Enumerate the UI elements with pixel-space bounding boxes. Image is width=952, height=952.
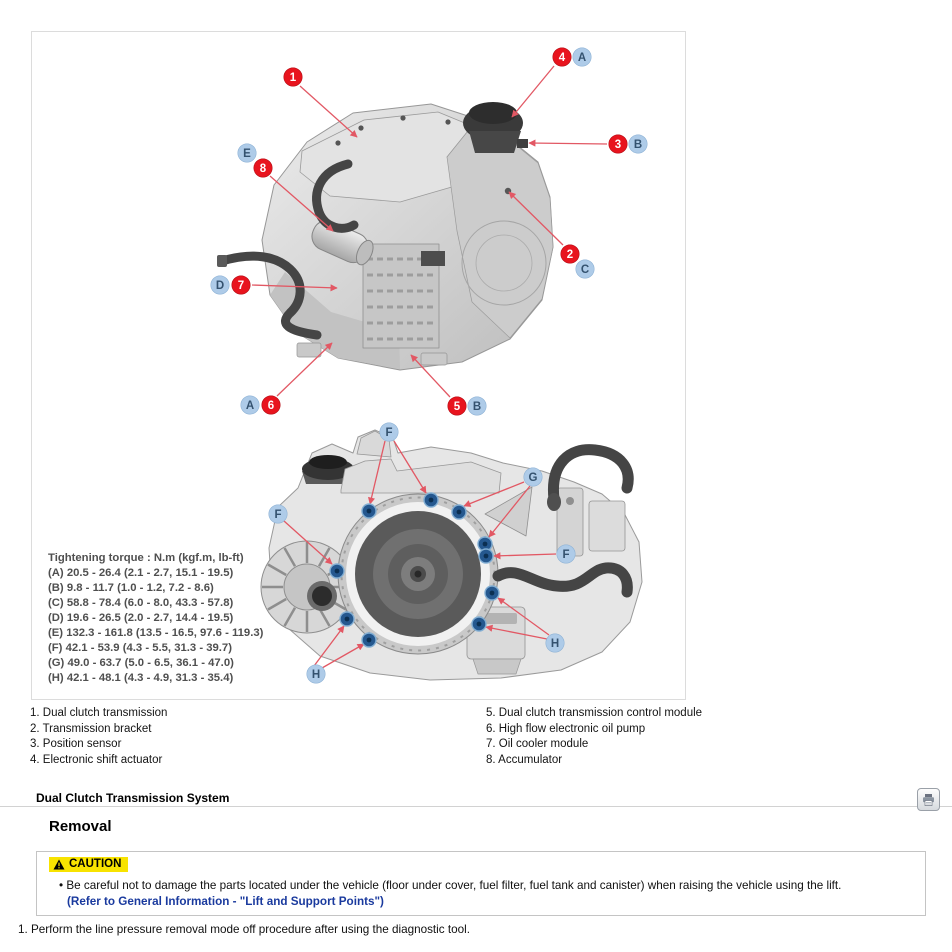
callout-arrow (314, 626, 344, 666)
svg-text:1: 1 (289, 72, 297, 85)
torque-line: (D) 19.6 - 26.5 (2.0 - 2.7, 14.4 - 19.5) (48, 611, 234, 624)
bolt-marker (479, 549, 493, 563)
svg-text:4: 4 (558, 52, 566, 65)
callout-F (380, 423, 398, 441)
breadcrumb: Dual Clutch Transmission System (36, 791, 230, 805)
bolt-marker (330, 564, 344, 578)
bolt-marker (362, 504, 376, 518)
callout-1 (284, 68, 302, 86)
legend-item: 5. Dual clutch transmission control module (486, 707, 703, 719)
section-title: Removal (49, 818, 112, 835)
legend-item: 1. Dual clutch transmission (30, 707, 168, 719)
callout-arrow (284, 521, 332, 564)
torque-title: Tightening torque : N.m (kgf.m, lb-ft) (48, 552, 244, 564)
callout-6 (262, 396, 280, 414)
bolt-marker (472, 617, 486, 631)
callout-D (211, 276, 229, 294)
torque-note (48, 551, 263, 686)
svg-text:F: F (562, 549, 570, 562)
callout-B (468, 397, 486, 415)
callout-arrow (394, 441, 426, 493)
svg-text:H: H (550, 638, 560, 651)
print-button[interactable] (917, 788, 940, 811)
bolt-marker (452, 505, 466, 519)
bolt-marker (362, 633, 376, 647)
callout-A (241, 396, 259, 414)
callout-arrow (370, 441, 385, 504)
svg-text:D: D (215, 280, 225, 293)
bolt-marker (340, 612, 354, 626)
svg-text:B: B (472, 401, 482, 414)
caution-label-text: CAUTION (69, 858, 122, 870)
torque-line: (G) 49.0 - 63.7 (5.0 - 6.5, 36.1 - 47.0) (48, 656, 234, 669)
torque-line: (H) 42.1 - 48.1 (4.3 - 4.9, 31.3 - 35.4) (48, 671, 234, 684)
parts-legend-left (30, 706, 167, 769)
torque-line: (F) 42.1 - 53.9 (4.3 - 5.5, 31.3 - 39.7) (48, 641, 232, 654)
svg-text:H: H (311, 669, 321, 682)
legend-item: 2. Transmission bracket (30, 722, 152, 735)
svg-text:A: A (245, 400, 255, 413)
callout-arrow (486, 627, 547, 639)
svg-text:F: F (385, 427, 393, 440)
callout-4 (553, 48, 571, 66)
svg-text:3: 3 (614, 139, 622, 152)
torque-line: (B) 9.8 - 11.7 (1.0 - 1.2, 7.2 - 8.6) (48, 581, 214, 594)
callout-E (238, 144, 256, 162)
svg-text:2: 2 (566, 249, 574, 262)
svg-text:7: 7 (237, 280, 245, 293)
printer-icon (922, 794, 935, 806)
svg-text:G: G (528, 472, 538, 485)
callout-arrow (300, 86, 357, 137)
bolt-marker (424, 493, 438, 507)
svg-text:6: 6 (267, 400, 275, 413)
callout-F (269, 505, 287, 523)
callout-H (307, 665, 325, 683)
caution-label (49, 857, 128, 872)
callout-2 (561, 245, 579, 263)
callout-F (557, 545, 575, 563)
callout-A (573, 48, 591, 66)
caution-text: • Be careful not to damage the parts located under the vehicle (floor under cover, fuel filter, fuel tank and canister) when raising the vehicle using the lift. (59, 879, 841, 892)
callout-arrow (464, 482, 524, 506)
procedure-step: 1. Perform the line pressure removal mode off procedure after using the diagnostic tool. (18, 923, 470, 936)
callout-3 (609, 135, 627, 153)
callout-arrow (529, 143, 607, 144)
svg-text:E: E (243, 148, 251, 161)
callout-7 (232, 276, 250, 294)
warning-triangle-icon (53, 859, 65, 870)
callout-arrow (509, 192, 563, 245)
svg-text:8: 8 (259, 163, 267, 176)
torque-line: (E) 132.3 - 161.8 (13.5 - 16.5, 97.6 - 119.3) (48, 626, 264, 639)
callout-arrow (411, 355, 450, 397)
callout-G (524, 468, 542, 486)
torque-line: (A) 20.5 - 26.4 (2.1 - 2.7, 15.1 - 19.5) (48, 566, 234, 579)
caution-box (36, 851, 926, 916)
callout-5 (448, 397, 466, 415)
callout-arrow (277, 343, 332, 396)
callout-arrow (498, 598, 549, 635)
callout-arrow (494, 554, 556, 556)
svg-text:A: A (577, 52, 587, 65)
legend-item: 6. High flow electronic oil pump (486, 722, 646, 735)
callout-arrow (252, 285, 337, 288)
legend-item: 3. Position sensor (30, 738, 122, 751)
parts-legend-right (486, 706, 702, 769)
bolt-marker (485, 586, 499, 600)
callout-H (546, 634, 564, 652)
svg-text:F: F (274, 509, 282, 522)
legend-item: 4. Electronic shift actuator (30, 754, 163, 767)
callout-arrow (270, 176, 333, 231)
legend-item: 8. Accumulator (486, 754, 563, 767)
svg-text:C: C (580, 264, 590, 277)
callout-B (629, 135, 647, 153)
callout-arrow (512, 66, 554, 117)
callout-8 (254, 159, 272, 177)
svg-text:B: B (633, 139, 643, 152)
header-divider (0, 806, 952, 807)
parts-diagram (31, 31, 686, 700)
callout-C (576, 260, 594, 278)
caution-reference-link[interactable]: (Refer to General Information - "Lift and Support Points") (67, 895, 384, 908)
svg-text:5: 5 (453, 401, 461, 414)
torque-line: (C) 58.8 - 78.4 (6.0 - 8.0, 43.3 - 57.8) (48, 596, 234, 609)
legend-item: 7. Oil cooler module (486, 738, 589, 751)
